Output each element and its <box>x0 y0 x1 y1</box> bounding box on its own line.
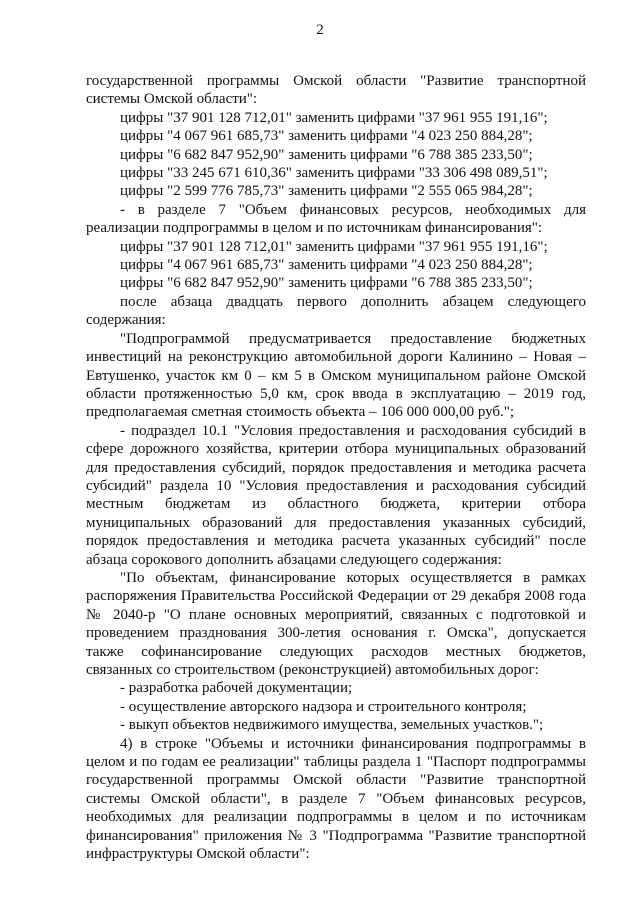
text-line: - осуществление авторского надзора и строительного контроля; <box>120 698 527 715</box>
text-line: цифры "6 682 847 952,90" заменить цифрами "6 788 385 233,50"; <box>120 146 533 163</box>
text-line: местным бюджетам из областного бюджета, критерии отбора <box>86 496 586 513</box>
text-line: инвестиций на реконструкцию автомобильной дороги Калинино – Новая – <box>86 349 586 366</box>
text-line: 4) в строке "Объемы и источники финансирования подпрограммы в <box>120 735 586 752</box>
document-body <box>86 72 586 863</box>
text-line: реализации подпрограммы в целом и по источникам финансирования": <box>86 220 543 237</box>
text-line: порядок предоставления и методика расчета указанных субсидий" после <box>86 533 586 550</box>
text-line: финансирования" приложения № 3 "Подпрограмма "Развитие транспортной <box>86 827 586 844</box>
text-line: государственной программы Омской области "Развитие транспортной <box>86 772 586 789</box>
text-line: муниципальных образований для предоставления указанных субсидий, <box>86 514 586 531</box>
text-line: цифры "4 067 961 685,73" заменить цифрами "4 023 250 884,28"; <box>120 128 533 145</box>
text-line: - выкуп объектов недвижимого имущества, земельных участков."; <box>120 717 544 734</box>
text-line: субсидий" раздела 10 "Условия предоставления и расходования субсидий <box>86 477 586 494</box>
text-line: - подраздел 10.1 "Условия предоставления и расходования субсидий в <box>120 422 586 439</box>
text-line: сфере дорожного хозяйства, критерии отбора муниципальных образований <box>86 441 586 458</box>
text-line: системы Омской области", в разделе 7 "Объем финансовых ресурсов, <box>86 790 586 807</box>
text-line: для предоставления субсидий, порядок предоставления и методика расчета <box>86 459 586 476</box>
text-line: необходимых для реализации подпрограммы в целом и по источникам <box>86 809 586 826</box>
text-line: - в разделе 7 "Объем финансовых ресурсов, необходимых для <box>120 201 586 218</box>
text-line: цифры "37 901 128 712,01" заменить цифрами "37 961 955 191,16"; <box>120 109 548 126</box>
text-line: цифры "37 901 128 712,01" заменить цифрами "37 961 955 191,16"; <box>120 238 548 255</box>
text-line: также софинансирование следующих расходов местных бюджетов, <box>86 643 586 660</box>
text-line: цифры "33 245 671 610,36" заменить цифрами "33 306 498 089,51"; <box>120 165 548 182</box>
text-line: связанных со строительством (реконструкцией) автомобильных дорог: <box>86 662 539 678</box>
text-line: системы Омской области": <box>86 91 258 108</box>
text-line: Евтушенко, участок км 0 – км 5 в Омском муниципальном районе Омской <box>86 367 586 384</box>
text-line: распоряжения Правительства Российской Федерации от 29 декабря 2008 года <box>86 588 586 605</box>
text-line: проведением празднования 300-летия основания г. Омска", допускается <box>86 625 586 642</box>
text-line: инфраструктуры Омской области": <box>86 846 310 863</box>
text-line: цифры "4 067 961 685,73" заменить цифрами "4 023 250 884,28"; <box>120 257 533 274</box>
text-line: государственной программы Омской области "Развитие транспортной <box>86 73 586 89</box>
text-line: предполагаемая сметная стоимость объекта – 106 000 000,00 руб."; <box>86 404 515 421</box>
text-line: цифры "2 599 776 785,73" заменить цифрами "2 555 065 984,28"; <box>120 183 533 200</box>
text-line: № 2040-р "О плане основных мероприятий, связанных с подготовкой и <box>86 606 586 623</box>
text-line: - разработка рабочей документации; <box>120 680 353 697</box>
text-line: области протяженностью 5,0 км, срок ввода в эксплуатацию – 2019 год, <box>86 385 586 402</box>
text-line: после абзаца двадцать первого дополнить абзацем следующего <box>120 293 586 310</box>
text-line: целом и по годам ее реализации" таблицы раздела 1 "Паспорт подпрограммы <box>86 754 586 771</box>
text-line: содержания: <box>86 312 166 329</box>
text-line: абзаца сорокового дополнить абзацами следующего содержания: <box>86 551 502 568</box>
text-line: цифры "6 682 847 952,90" заменить цифрами "6 788 385 233,50"; <box>120 275 533 292</box>
page-number: 2 <box>316 22 324 38</box>
text-line: "По объектам, финансирование которых осуществляется в рамках <box>120 569 586 586</box>
text-line: "Подпрограммой предусматривается предоставление бюджетных <box>120 330 586 347</box>
